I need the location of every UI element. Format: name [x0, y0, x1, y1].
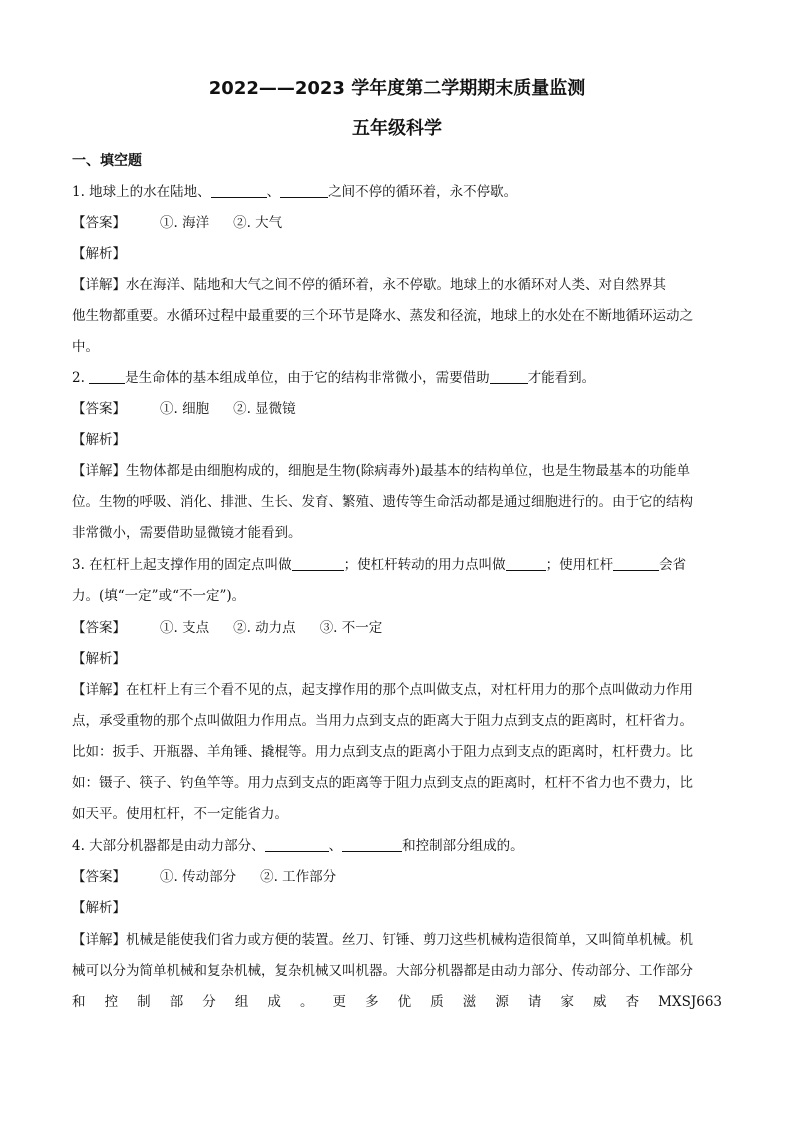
answer-blank	[613, 556, 659, 571]
question-1: 1. 地球上的水在陆地、 、 之间不停的循环着，永不停歇。	[72, 184, 518, 200]
analysis-tag: 【解析】	[72, 246, 126, 262]
detail-line: 【详解】在杠杆上有三个看不见的点，起支撑作用的那个点叫做支点，对杠杆用力的那个点叫做动力作用	[72, 682, 693, 698]
detail-line: 【详解】机械是能使我们省力或方便的装置。丝刀、钉锤、剪刀这些机械构造很简单，又叫简单机械。机	[72, 932, 693, 948]
analysis-tag: 【解析】	[72, 900, 126, 916]
analysis-tag: 【解析】	[72, 651, 126, 667]
answer-line-1: 【答案】 ①. 海洋 ②. 大气	[72, 215, 283, 231]
answer-tag: 【答案】	[72, 401, 126, 417]
detail-line: 他生物都重要。水循环过程中最重要的三个环节是降水、蒸发和径流，地球上的水处在不断地循环运动之	[72, 308, 693, 324]
question-3-cont: 力。(填“一定”或“不一定”)。	[72, 588, 246, 604]
answer-blank	[342, 837, 402, 852]
detail-line: 【详解】生物体都是由细胞构成的，细胞是生物(除病毒外)最基本的结构单位，也是生物最基本的功能单	[72, 463, 691, 479]
detail-line: 比如：扳手、开瓶器、羊角锤、撬棍等。用力点到支点的距离小于阻力点到支点的距离时，杠杆费力。比	[72, 744, 693, 760]
answer-blank	[292, 556, 344, 571]
answer-blank	[506, 556, 546, 571]
answer-line-2: 【答案】 ①. 细胞 ②. 显微镜	[72, 401, 296, 417]
page-title: 2022——2023 学年度第二学期期末质量监测	[208, 78, 586, 99]
detail-line: 非常微小，需要借助显微镜才能看到。	[72, 525, 302, 541]
answer-blank	[490, 369, 528, 384]
detail-line: 和 控 制 部 分 组 成 。 更 多 优 质 滋 源 请 家 威 杏 MXSJ663	[72, 994, 722, 1010]
detail-line: 械可以分为简单机械和复杂机械，复杂机械又叫机器。大部分机器都是由动力部分、传动部分、工作部分	[72, 963, 693, 979]
detail-line: 位。生物的呼吸、消化、排泄、生长、发育、繁殖、遗传等生命活动都是通过细胞进行的。由于它的结构	[72, 494, 693, 510]
question-2: 2. 是生命体的基本组成单位，由于它的结构非常微小，需要借助 才能看到。	[72, 370, 596, 386]
section-title: 一、填空题	[72, 153, 142, 169]
detail-line: 中。	[72, 339, 99, 355]
detail-line: 如天平。使用杠杆，不一定能省力。	[72, 806, 288, 822]
answer-tag: 【答案】	[72, 869, 126, 885]
answer-line-3: 【答案】 ①. 支点 ②. 动力点 ③. 不一定	[72, 620, 383, 636]
page-subtitle: 五年级科学	[352, 118, 442, 139]
answer-blank	[280, 183, 328, 198]
analysis-tag: 【解析】	[72, 432, 126, 448]
answer-blank	[211, 183, 267, 198]
detail-line: 如：镊子、筷子、钓鱼竿等。用力点到支点的距离等于阻力点到支点的距离时，杠杆不省力也不费力，比	[72, 775, 693, 791]
detail-line: 【详解】水在海洋、陆地和大气之间不停的循环着，永不停歇。地球上的水循环对人类、对自然界其	[72, 277, 666, 293]
answer-blank	[265, 837, 329, 852]
detail-line: 点，承受重物的那个点叫做阻力作用点。当用力点到支点的距离大于阻力点到支点的距离时，杠杆省力。	[72, 713, 693, 729]
answer-line-4: 【答案】 ①. 传动部分 ②. 工作部分	[72, 869, 337, 885]
question-3: 3. 在杠杆上起支撑作用的固定点叫做 ；使杠杆转动的用力点叫做 ；使用杠杆 会省	[72, 557, 687, 573]
question-4: 4. 大部分机器都是由动力部分、 、 和控制部分组成的。	[72, 838, 524, 854]
answer-tag: 【答案】	[72, 215, 126, 231]
answer-tag: 【答案】	[72, 620, 126, 636]
answer-blank	[89, 369, 125, 384]
